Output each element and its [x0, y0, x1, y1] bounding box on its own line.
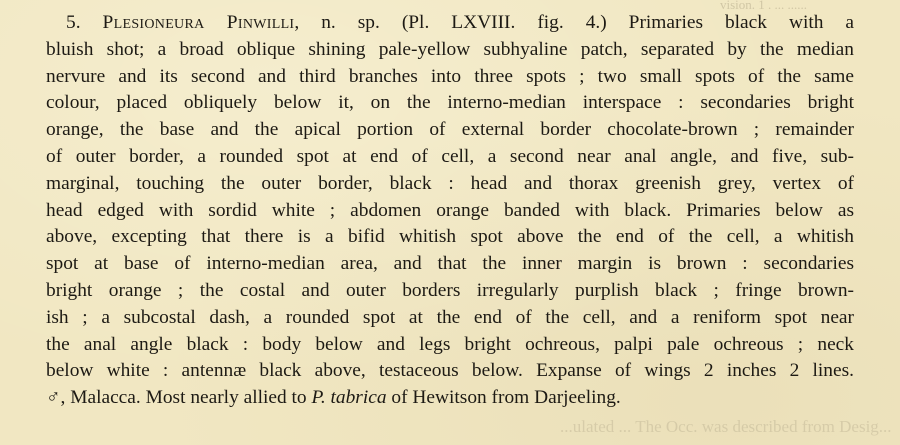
- text-run: marginal, touching the outer border, black : head and thorax greenish grey, vertex of: [46, 172, 854, 194]
- text-line: [46, 171, 854, 198]
- text-line: [46, 198, 854, 225]
- species-name: Plesioneura Pinwilli: [102, 12, 295, 33]
- species-description-paragraph: [46, 10, 854, 412]
- text-run: head edged with sordid white ; abdomen orange banded with black. Primaries below as: [46, 199, 854, 221]
- text-line: [46, 64, 854, 91]
- text-line: [46, 251, 854, 278]
- text-line: [46, 278, 854, 305]
- text-run: ♂, Malacca. Most nearly allied to: [46, 387, 312, 409]
- text-line: [46, 224, 854, 251]
- text-run: bright orange ; the costal and outer borders irregularly purplish black ; fringe brown-: [46, 279, 854, 301]
- text-run: bluish shot; a broad oblique shining pale-yellow subhyaline patch, separated by the median: [46, 38, 854, 60]
- text-run: of Hewitson from Darjeeling.: [386, 387, 621, 409]
- text-run: nervure and its second and third branches into three spots ; two small spots of the same: [46, 65, 854, 87]
- text-run: above, excepting that there is a bifid whitish spot above the end of the cell, a whitish: [46, 226, 854, 248]
- text-run: ish ; a subcostal dash, a rounded spot at the end of the cell, and a reniform spot near: [46, 306, 854, 328]
- text-line: [46, 37, 854, 64]
- text-run: spot at base of interno-median area, and that the inner margin is brown : secondaries: [46, 253, 854, 275]
- text-run: colour, placed obliquely below it, on the interno-median interspace : secondaries bright: [46, 92, 854, 114]
- text-line: [46, 305, 854, 332]
- text-run: of outer border, a rounded spot at end of cell, a second near anal angle, and five, sub-: [46, 145, 854, 167]
- italic-taxon: P. tabrica: [311, 387, 387, 409]
- text-line: [46, 358, 854, 385]
- bleed-through-bottom-text: ...ulated ... The Occ. was described from Desig...: [560, 417, 892, 436]
- text-run: below white : antennæ black above, testaceous below. Expanse of wings 2 inches 2 lines.: [46, 360, 854, 382]
- bleed-through-top-text: vision. 1 . ... ......: [720, 0, 808, 10]
- text-line: [46, 10, 854, 37]
- text-line: [46, 90, 854, 117]
- text-line: [46, 144, 854, 171]
- text-line: [46, 117, 854, 144]
- text-run: orange, the base and the apical portion of external border chocolate-brown ; remainder: [46, 119, 854, 141]
- text-line: [46, 385, 854, 412]
- text-run: the anal angle black : body below and legs bright ochreous, palpi pale ochreous ; neck: [46, 333, 854, 355]
- text-line: [46, 332, 854, 359]
- text-run: , n. sp. (Pl. LXVIII. fig. 4.) Primaries black with a: [294, 12, 855, 33]
- text-run: 5.: [66, 12, 103, 33]
